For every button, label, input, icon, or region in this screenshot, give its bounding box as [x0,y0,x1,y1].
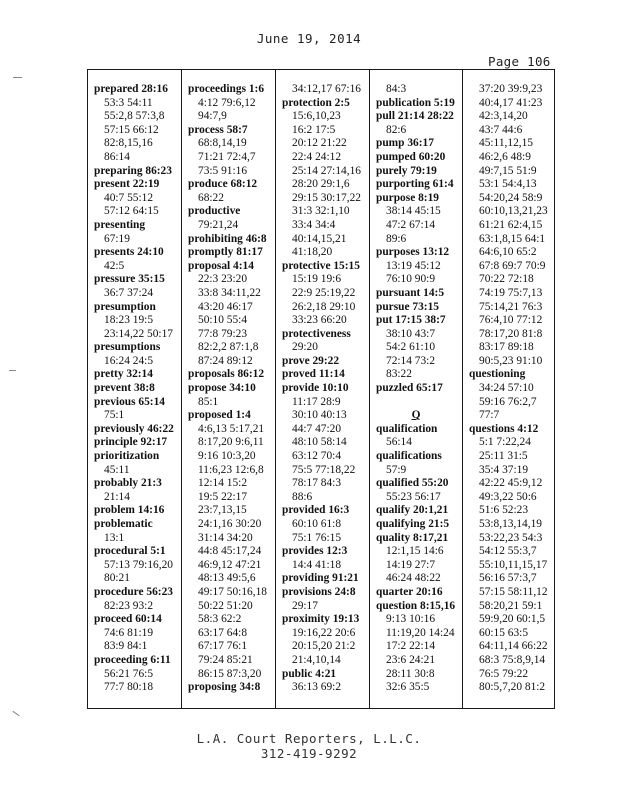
index-term: put 17:15 38:7 [376,314,446,327]
index-reference: 68:22 [198,191,224,204]
index-reference: 23:7,13,15 [198,504,247,517]
index-term: procedural 5:1 [94,545,166,558]
index-term: problematic [94,518,153,530]
index-reference: 76:5 79:22 [479,667,529,680]
index-term: qualifying 21:5 [376,518,450,530]
index-reference: 46:24 48:22 [386,572,441,585]
index-reference: 13:1 [104,531,125,544]
index-reference: 57:15 66:12 [104,123,159,136]
index-reference: 53:1 54:4,13 [479,178,537,191]
index-reference: 83:17 89:18 [479,341,534,354]
index-reference: 22:9 25:19,22 [292,286,356,299]
index-reference: 94:7,9 [198,110,227,123]
index-reference: 31:14 34:20 [198,531,253,544]
index-term: propose 34:10 [188,382,256,395]
index-reference: 86:14 [104,150,130,163]
index-reference: 44:8 45:17,24 [198,545,262,558]
index-reference: 59:9,20 60:1,5 [479,613,546,626]
index-term: previous 65:14 [94,395,165,408]
index-reference: 85:1 [198,395,219,408]
index-reference: 82:6 [386,123,407,136]
index-term: purposes 13:12 [376,246,450,259]
index-term: quarter 20:16 [376,585,443,598]
index-reference: 24:1,16 30:20 [198,518,262,530]
index-term: provides 12:3 [282,545,348,558]
index-term: prioritization [94,450,160,463]
index-reference: 86:15 87:3,20 [198,667,262,680]
index-term: question 8:15,16 [376,599,456,612]
index-term: proximity 19:13 [282,613,360,626]
index-term: pursuant 14:5 [376,286,445,299]
index-term: pump 36:17 [376,137,434,150]
index-reference: 82:2,2 87:1,8 [198,341,259,354]
index-term: probably 21:3 [94,477,162,490]
index-reference: 60:15 63:5 [479,626,529,639]
index-term: proceeding 6:11 [94,653,171,666]
index-reference: 13:19 45:12 [386,259,441,272]
index-reference: 11:17 28:9 [292,395,341,408]
index-reference: 49:3,22 50:6 [479,490,537,503]
index-reference: 83:22 [386,368,412,381]
index-term: puzzled 65:17 [376,382,443,395]
index-reference: 77:7 80:18 [104,681,154,694]
index-reference: 26:2,18 29:10 [292,300,356,313]
index-reference: 15:6,10,23 [292,110,341,123]
index-reference: 45:11,12,15 [479,137,533,150]
index-reference: 53:22,23 54:3 [479,531,543,544]
index-reference: 40:4,17 41:23 [479,96,543,109]
index-reference: 11:19,20 14:24 [386,626,455,639]
index-reference: 68:3 75:8,9,14 [479,653,546,666]
index-term: present 22:19 [94,178,160,191]
index-term: purporting 61:4 [376,178,454,191]
index-reference: 88:6 [292,490,313,503]
index-reference: 28:20 29:1,6 [292,178,350,191]
index-reference: 75:1 76:15 [292,531,342,544]
index-term: promptly 81:17 [188,246,263,259]
index-reference: 75:1 [104,409,125,422]
index-column-3 [275,70,369,708]
transcript-date: June 19, 2014 [256,31,362,46]
index-term: public 4:21 [282,667,337,680]
page-number: Page 106 [488,54,551,69]
index-reference: 87:24 89:12 [198,354,253,367]
index-reference: 57:9 [386,463,407,476]
index-reference: 43:7 44:6 [479,123,523,136]
index-reference: 44:7 47:20 [292,422,342,435]
index-reference: 83:9 84:1 [104,640,148,653]
index-reference: 19:16,22 20:6 [292,626,356,639]
index-reference: 36:13 69:2 [292,681,342,694]
index-reference: 42:5 [104,259,125,272]
index-reference: 14:19 27:7 [386,558,436,571]
index-term: pressure 35:15 [94,273,165,286]
index-term: questions 4:12 [469,422,539,435]
index-term: proposal 4:14 [188,259,254,272]
index-reference: 76:4,10 77:12 [479,314,543,327]
index-reference: 59:16 76:2,7 [479,395,537,408]
index-term: qualification [376,422,438,435]
index-reference: 78:17,20 81:8 [479,327,543,340]
index-reference: 40:7 55:12 [104,191,154,204]
index-term: questioning [469,368,526,381]
reporter-name: L.A. Court Reporters, L.L.C. [196,731,422,746]
index-term: preparing 86:23 [94,164,172,177]
index-reference: 8:17,20 9:6,11 [198,436,264,449]
index-reference: 29:15 30:17,22 [292,191,361,204]
index-term: qualify 20:1,21 [376,504,449,517]
index-term: quality 8:17,21 [376,531,449,544]
index-column-2 [181,70,275,708]
index-reference: 80:21 [104,572,130,585]
index-reference: 33:8 34:11,22 [198,286,261,299]
index-term: process 58:7 [188,123,248,136]
index-term: productive [188,205,241,218]
index-reference: 33:4 34:4 [292,218,336,231]
index-reference: 49:7,15 51:9 [479,164,537,177]
index-term: qualified 55:20 [376,477,449,490]
index-reference: 67:17 76:1 [198,640,248,653]
index-reference: 89:6 [386,232,407,245]
index-reference: 53:8,13,14,19 [479,518,542,530]
index-reference: 47:2 67:14 [386,218,436,231]
index-reference: 75:5 77:18,22 [292,463,356,476]
index-reference: 22:4 24:12 [292,150,342,163]
index-reference: 75:14,21 76:3 [479,300,543,313]
index-reference: 12:14 15:2 [198,477,248,490]
index-reference: 82:8,15,16 [104,137,153,150]
index-term: proposing 34:8 [188,681,261,694]
index-reference: 79:21,24 [198,218,239,231]
index-reference: 78:17 84:3 [292,477,342,490]
index-reference: 23:14,22 50:17 [104,327,173,340]
index-reference: 40:14,15,21 [292,232,347,245]
index-reference: 42:22 45:9,12 [479,477,543,490]
index-term: produce 68:12 [188,178,258,191]
index-term: proved 11:14 [282,368,345,381]
index-reference: 70:22 72:18 [479,273,534,286]
index-reference: 34:12,17 67:16 [292,83,361,95]
index-reference: 55:23 56:17 [386,490,441,503]
index-reference [376,396,462,410]
reporter-phone: 312-419-9292 [260,746,358,761]
index-reference: 41:18,20 [292,246,333,259]
index-reference: 16:24 24:5 [104,354,154,367]
index-reference: 45:11 [104,463,130,476]
index-term: provided 16:3 [282,504,350,517]
index-reference: 54:2 61:10 [386,341,436,354]
index-reference: 25:14 27:14,16 [292,164,361,177]
index-term: presents 24:10 [94,246,164,259]
index-column-4 [369,70,462,708]
index-letter: Q [411,409,421,422]
index-term: proceed 60:14 [94,613,162,626]
index-term: pull 21:14 28:22 [376,110,454,123]
scan-mark [13,77,22,78]
index-reference: 79:24 85:21 [198,653,253,666]
index-reference: 4:6,13 5:17,21 [198,422,265,435]
index-reference: 54:12 55:3,7 [479,545,537,558]
index-term: problem 14:16 [94,504,165,517]
index-reference: 73:5 91:16 [198,164,248,177]
index-reference: 25:11 31:5 [479,450,528,463]
index-reference: 84:3 [386,83,407,95]
index-reference: 50:10 55:4 [198,314,248,327]
index-reference: 28:11 30:8 [386,667,435,680]
index-column-1 [88,70,181,708]
index-reference: 36:7 37:24 [104,286,154,299]
index-reference: 90:5,23 91:10 [479,354,543,367]
index-reference: 74:6 81:19 [104,626,154,639]
index-reference: 48:13 49:5,6 [198,572,256,585]
index-reference: 61:21 62:4,15 [479,218,543,231]
index-reference: 64:6,10 65:2 [479,246,537,259]
index-term: procedure 56:23 [94,585,173,598]
index-reference: 54:20,24 58:9 [479,191,543,204]
index-reference: 80:5,7,20 81:2 [479,681,546,694]
index-reference: 17:2 22:14 [386,640,436,653]
index-reference: 72:14 73:2 [386,354,436,367]
index-term: providing 91:21 [282,572,359,585]
index-term: proposals 86:12 [188,368,265,381]
index-reference: 55:2,8 57:3,8 [104,110,165,123]
index-reference: 4:12 79:6,12 [198,96,256,109]
index-reference: 68:8,14,19 [198,137,247,150]
index-term: pumped 60:20 [376,150,446,163]
index-reference: 67:19 [104,232,130,245]
index-reference: 5:1 7:22,24 [479,436,531,449]
index-reference: 48:10 58:14 [292,436,347,449]
index-term: presumptions [94,341,161,354]
index-reference: 42:3,14,20 [479,110,528,123]
index-reference: 33:23 66:20 [292,314,347,327]
index-reference: 58:3 62:2 [198,613,242,626]
word-index-frame [87,69,555,709]
index-reference: 19:5 22:17 [198,490,248,503]
index-term: purely 79:19 [376,164,437,177]
index-reference: 9:13 10:16 [386,613,436,626]
index-reference: 71:21 72:4,7 [198,150,256,163]
index-reference: 16:2 17:5 [292,123,336,136]
index-letter-heading [376,409,462,423]
index-reference: 60:10,13,21,23 [479,205,548,218]
index-term: previously 46:22 [94,422,174,435]
index-term: proposed 1:4 [188,409,251,422]
index-term: proceedings 1:6 [188,83,265,95]
index-term: provide 10:10 [282,382,349,395]
index-term: presumption [94,300,156,313]
scan-mark [9,370,16,371]
index-term: qualifications [376,450,442,463]
index-term: protection 2:5 [282,96,350,109]
index-reference: 82:23 93:2 [104,599,154,612]
index-reference: 49:17 50:16,18 [198,585,267,598]
index-reference: 9:16 10:3,20 [198,450,256,463]
index-reference: 63:17 64:8 [198,626,248,639]
index-reference: 67:8 69:7 70:9 [479,259,546,272]
index-reference: 35:4 37:19 [479,463,529,476]
index-reference: 21:4,10,14 [292,653,341,666]
index-reference: 76:10 90:9 [386,273,436,286]
index-reference: 43:20 46:17 [198,300,253,313]
index-reference: 38:14 45:15 [386,205,441,218]
index-term: presenting [94,218,146,231]
index-term: provisions 24:8 [282,585,356,598]
index-reference: 57:13 79:16,20 [104,558,173,571]
index-reference: 37:20 39:9,23 [479,83,543,95]
index-reference: 57:12 64:15 [104,205,159,218]
index-reference: 11:6,23 12:6,8 [198,463,264,476]
index-reference: 34:24 57:10 [479,382,534,395]
index-reference: 55:10,11,15,17 [479,558,548,571]
index-reference: 29:20 [292,341,318,354]
index-reference: 53:3 54:11 [104,96,153,109]
index-reference: 50:22 51:20 [198,599,253,612]
index-reference: 56:16 57:3,7 [479,572,537,585]
index-reference: 31:3 32:1,10 [292,205,350,218]
index-reference: 30:10 40:13 [292,409,347,422]
index-reference: 63:1,8,15 64:1 [479,232,546,245]
index-reference: 29:17 [292,599,318,612]
index-term: protective 15:15 [282,259,360,272]
index-reference: 77:8 79:23 [198,327,248,340]
index-reference: 20:15,20 21:2 [292,640,356,653]
index-reference: 21:14 [104,490,130,503]
index-reference: 74:19 75:7,13 [479,286,543,299]
index-reference: 56:21 76:5 [104,667,154,680]
index-term: prove 29:22 [282,354,340,367]
index-term: protectiveness [282,327,351,340]
index-reference: 15:19 19:6 [292,273,342,286]
index-term: prohibiting 46:8 [188,232,267,245]
index-term: prepared 28:16 [94,83,168,95]
index-term: principle 92:17 [94,436,168,449]
index-reference: 58:20,21 59:1 [479,599,543,612]
index-reference: 22:3 23:20 [198,273,248,286]
index-term: pretty 32:14 [94,368,153,381]
index-term: publication 5:19 [376,96,455,109]
index-reference: 46:2,6 48:9 [479,150,531,163]
index-column-5 [462,70,555,708]
index-reference: 51:6 52:23 [479,504,529,517]
index-reference: 12:1,15 14:6 [386,545,444,558]
index-reference: 32:6 35:5 [386,681,430,694]
index-reference: 60:10 61:8 [292,518,342,530]
index-reference: 64:11,14 66:22 [479,640,548,653]
index-reference: 18:23 19:5 [104,314,154,327]
index-reference: 57:15 58:11,12 [479,585,548,598]
index-term: prevent 38:8 [94,382,155,395]
index-reference: 14:4 41:18 [292,558,342,571]
index-term: pursue 73:15 [376,300,439,313]
index-reference: 56:14 [386,436,412,449]
index-reference: 46:9,12 47:21 [198,558,262,571]
index-reference: 77:7 [479,409,500,422]
scan-mark [12,711,19,716]
index-term: purpose 8:19 [376,191,439,204]
index-reference: 23:6 24:21 [386,653,436,666]
index-reference: 38:10 43:7 [386,327,436,340]
index-reference: 20:12 21:22 [292,137,347,150]
index-reference: 63:12 70:4 [292,450,342,463]
